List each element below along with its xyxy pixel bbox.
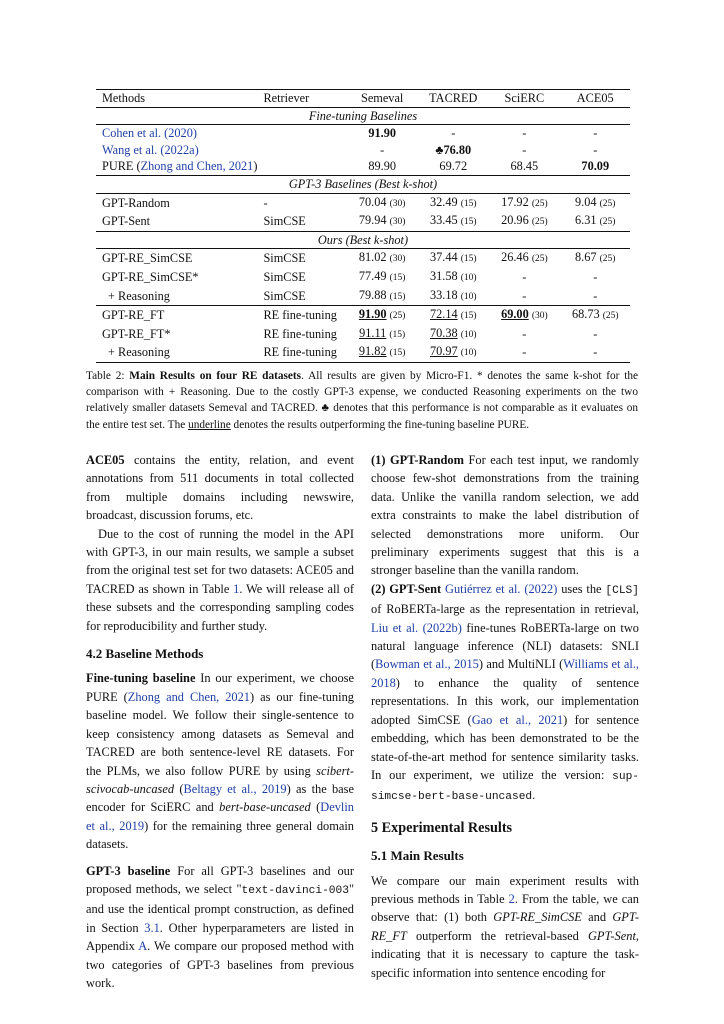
score-cell — [488, 325, 560, 344]
score-cell — [418, 212, 488, 231]
r2-text-e: ) to enhance the quality of sentence representations. In this work, our implementation adopted SimCSE ( — [371, 675, 639, 727]
score-value: - — [593, 326, 598, 341]
shot-count: (15) — [460, 217, 477, 228]
m-text-e: , indicating that it is necessary to capture the task-specific information into sentence encoding for — [371, 928, 639, 980]
score-cell — [346, 343, 418, 362]
method-citation-link[interactable]: Cohen et al. (2020) — [102, 126, 197, 141]
score-value: - — [593, 142, 598, 157]
score-value: - — [522, 288, 527, 303]
caption-underline-word: underline — [188, 418, 231, 431]
gpt-sent-paragraph — [371, 580, 639, 807]
simcse-model-name: sup-simcse-bert-base-uncased — [371, 770, 639, 804]
score-cell — [418, 125, 488, 142]
method-name: GPT-RE_FT — [102, 308, 165, 323]
ace05-text: contains the entity, relation, and event annotations from 511 documents in total collected from multiple domains including newswire, broadcast, discussion forums, etc. — [86, 453, 354, 523]
finetuning-paragraph — [86, 669, 354, 853]
section-3-1-link[interactable]: 3.1 — [144, 920, 160, 935]
score-value: 70.04 — [358, 194, 387, 209]
score-cell — [488, 193, 560, 212]
score-value: 69.00 — [501, 307, 529, 322]
score-cell — [346, 268, 418, 287]
score-cell — [418, 193, 488, 212]
score-value: 17.92 — [501, 194, 529, 209]
header-methods: Methods — [96, 90, 257, 108]
gpt3-baseline-paragraph — [86, 862, 354, 993]
score-value: 37.44 — [429, 250, 458, 265]
score-value: 70.97 — [429, 344, 458, 359]
cls-token: [CLS] — [605, 584, 639, 597]
score-cell — [561, 212, 630, 231]
section-row — [96, 175, 630, 193]
score-cell — [561, 325, 630, 344]
gao-link[interactable]: Gao et al., 2021 — [471, 712, 564, 727]
score-value: - — [593, 126, 598, 141]
r2-text-g: . — [532, 788, 536, 803]
section-row — [96, 107, 630, 125]
score-cell — [488, 125, 560, 142]
score-value: - — [522, 126, 527, 141]
table-caption — [86, 368, 638, 433]
table-row — [96, 343, 630, 362]
caption-label: Table 2: — [86, 370, 125, 382]
method-cell — [96, 249, 257, 268]
score-cell — [561, 268, 630, 287]
header-retriever: Retriever — [257, 90, 346, 108]
gpt-sent-name: GPT-Sent — [587, 928, 636, 943]
score-value: - — [593, 269, 598, 284]
score-value: 32.49 — [429, 194, 458, 209]
score-cell — [418, 142, 488, 159]
score-value: 91.11 — [359, 325, 387, 340]
score-value: - — [380, 142, 385, 157]
method-cell — [96, 325, 257, 344]
shot-count: (15) — [389, 329, 406, 340]
shot-count: (25) — [599, 217, 616, 228]
score-value: 81.02 — [358, 250, 387, 265]
shot-count: (25) — [602, 311, 619, 322]
header-tacred: TACRED — [418, 90, 488, 108]
score-cell — [346, 193, 418, 212]
score-value: 69.72 — [439, 159, 468, 174]
section-5-heading: 5 Experimental Results — [371, 819, 513, 836]
caption-text-1: . All results are given by Micro-F1. * denotes the same k-shot for the comparison with + Reasoning. Due to the costly GPT-3 expense, we conducted Reasoning experiments on the two relatively smaller datasets Semeval and TACRED. ♣ denotes that this performance is not comparable as it evaluates on the entire test set. The — [86, 370, 639, 431]
score-value: 77.49 — [358, 268, 387, 283]
score-cell — [561, 287, 630, 306]
method-cell — [96, 306, 257, 325]
ft-text-e: ( — [310, 800, 321, 815]
score-cell — [488, 212, 560, 231]
appendix-a-link[interactable]: A — [138, 939, 148, 954]
table-row — [96, 268, 630, 287]
score-cell — [488, 249, 560, 268]
score-value: - — [593, 345, 598, 360]
shot-count: (10) — [460, 329, 477, 340]
shot-count: (25) — [389, 311, 406, 322]
score-value: 79.94 — [358, 213, 387, 228]
shot-count: (15) — [460, 311, 477, 322]
score-cell — [418, 306, 488, 325]
score-value: - — [522, 142, 527, 157]
method-cell — [96, 125, 257, 142]
m-text-c: and — [581, 910, 613, 925]
score-cell — [346, 212, 418, 231]
section-row — [96, 231, 630, 249]
r2-text-c: fine-tunes RoBERTa-large on two natural language inference (NLI) datasets: SNLI ( — [371, 620, 640, 672]
shot-count: (25) — [531, 198, 548, 209]
retriever-cell — [257, 125, 346, 142]
retriever-cell: SimCSE — [263, 269, 306, 284]
shot-count: (15) — [460, 198, 477, 209]
score-value: 20.96 — [501, 213, 529, 228]
beltagy-link[interactable]: Beltagy et al., 2019 — [183, 781, 287, 796]
score-value: 91.90 — [358, 307, 387, 322]
score-value: 33.18 — [429, 287, 458, 302]
shot-count: (30) — [389, 198, 406, 209]
score-cell — [418, 268, 488, 287]
main-results-paragraph — [371, 872, 639, 982]
score-cell — [346, 287, 418, 306]
section-4-2-heading: 4.2 Baseline Methods — [86, 646, 204, 662]
m-text-a: We compare our main experiment results with previous methods in Table — [371, 873, 639, 906]
gpt-re-ft-name: GPT-RE_FT — [371, 910, 639, 943]
score-cell — [346, 325, 418, 344]
score-value: 91.90 — [368, 126, 396, 141]
shot-count: (15) — [389, 291, 406, 302]
r2-text-d: ) and MultiNLI ( — [478, 657, 564, 672]
table-2-link[interactable]: 2 — [508, 891, 515, 906]
liu-link[interactable]: Liu et al. (2022b) — [371, 620, 462, 635]
score-cell — [561, 306, 630, 325]
table-row — [96, 142, 630, 159]
results-table-wrap — [96, 89, 630, 363]
section-title: Ours (Best k-shot) — [96, 231, 630, 249]
score-value: - — [593, 288, 598, 303]
section-5-1-heading: 5.1 Main Results — [371, 848, 464, 864]
score-value: - — [522, 345, 527, 360]
header-semeval: Semeval — [346, 90, 418, 108]
gpt-re-simcse-name: GPT-RE_SimCSE — [493, 910, 582, 925]
g3-text-c: . Other hyperparameters are listed in Appendix — [86, 920, 354, 954]
method-cell — [96, 343, 257, 362]
score-value: 68.45 — [510, 159, 539, 174]
cost-text-a: Due to the cost of running the model in the API with GPT-3, in our main results, we sample a subset from the original test set for two datasets: ACE05 and TACRED as shown in Table — [86, 526, 354, 596]
score-value: ♣76.80 — [435, 142, 472, 157]
score-value: 8.67 — [575, 250, 597, 265]
retriever-cell: SimCSE — [263, 288, 306, 303]
gpt-random-head: (1) GPT-Random — [371, 453, 464, 467]
score-cell — [488, 306, 560, 325]
r2-text-b: of RoBERTa-large as the representation in retrieval, — [371, 602, 639, 617]
davinci-model-name: text-davinci-003 — [241, 884, 349, 897]
score-value: 33.45 — [429, 213, 458, 228]
left-column — [86, 451, 354, 992]
method-prefix: PURE ( — [102, 159, 141, 174]
table-row — [96, 125, 630, 142]
score-value: 70.38 — [429, 325, 458, 340]
table-row — [96, 287, 630, 306]
method-citation-link[interactable]: Wang et al. (2022a) — [102, 142, 199, 157]
table-row — [96, 193, 630, 212]
ft-text-d: ) as the base encoder for SciERC and — [86, 781, 354, 815]
score-value: 72.14 — [429, 307, 458, 322]
gpt-random-paragraph — [371, 451, 639, 580]
ft-text-c: ( — [174, 781, 184, 796]
shot-count: (10) — [460, 291, 477, 302]
devlin-link[interactable]: Devlin et al., 2019 — [86, 800, 354, 833]
header-scierc: SciERC — [488, 90, 560, 108]
score-cell — [346, 125, 418, 142]
score-cell — [488, 142, 560, 159]
williams-link[interactable]: Williams et al., 2018 — [371, 657, 639, 690]
ft-text-f: ) for the remaining three general domain datasets. — [86, 818, 354, 852]
score-value: 79.88 — [358, 287, 387, 302]
score-cell — [418, 287, 488, 306]
g3-text-b: " and use the identical prompt construction, as defined in Section — [86, 881, 354, 935]
method-name: GPT-RE_SimCSE* — [102, 269, 199, 284]
score-cell — [561, 249, 630, 268]
score-cell — [346, 306, 418, 325]
method-name: GPT-RE_FT* — [102, 326, 171, 341]
method-name: GPT-RE_SimCSE — [102, 251, 193, 266]
score-cell — [346, 142, 418, 159]
score-cell — [561, 193, 630, 212]
shot-count: (30) — [531, 311, 548, 322]
cost-text-b: . We will release all of these subsets and the corresponding sampling codes for reproducibility and further study. — [86, 581, 354, 633]
shot-count: (25) — [599, 254, 616, 265]
retriever-cell: SimCSE — [263, 214, 306, 229]
score-value: 68.73 — [571, 307, 600, 322]
retriever-cell: RE fine-tuning — [263, 326, 337, 341]
r2-text-f: ) for sentence embedding, which has been demonstrated to be the state-of-the-art method for sentence similarity tasks. In our experiment, we utilize the version: — [371, 712, 639, 782]
score-cell — [346, 249, 418, 268]
retriever-cell — [257, 158, 346, 175]
gutierrez-link[interactable]: Gutiérrez et al. (2022) — [445, 581, 558, 596]
score-value: 26.46 — [501, 250, 529, 265]
score-value: 6.31 — [575, 213, 597, 228]
method-name: GPT-Random — [102, 195, 170, 210]
method-citation-link[interactable]: Zhong and Chen, 2021 — [140, 159, 254, 174]
score-cell — [488, 343, 560, 362]
g3-text-d: . We compare our proposed method with two categories of GPT-3 baselines from previous work. — [86, 939, 355, 990]
ace05-head: ACE05 — [86, 453, 125, 467]
score-value: 31.58 — [429, 268, 458, 283]
g3-text-a: For all GPT-3 baselines and our proposed methods, we select " — [86, 863, 354, 896]
right-column — [371, 451, 639, 982]
score-value: - — [451, 126, 456, 141]
score-cell — [561, 158, 630, 175]
shot-count: (30) — [389, 217, 406, 228]
score-value: 70.09 — [581, 159, 610, 174]
table-body — [96, 107, 630, 362]
method-cell — [96, 142, 257, 159]
shot-count: (25) — [599, 198, 616, 209]
scibert-name: scibert-scivocab-uncased — [86, 763, 354, 796]
method-name: + Reasoning — [108, 345, 170, 360]
section-title: Fine-tuning Baselines — [96, 107, 630, 125]
bowman-link[interactable]: Bowman et al., 2015 — [375, 657, 479, 672]
r2-text-a: uses the — [557, 581, 606, 596]
shot-count: (10) — [460, 272, 477, 283]
shot-count: (30) — [389, 254, 406, 265]
method-name: + Reasoning — [108, 288, 170, 303]
table-row — [96, 249, 630, 268]
cost-paragraph — [86, 525, 354, 635]
score-cell — [561, 343, 630, 362]
caption-text-2: denotes the results outperforming the fine-tuning baseline PURE. — [230, 418, 530, 431]
shot-count: (15) — [389, 348, 406, 359]
score-cell — [346, 158, 418, 175]
ft-text-a: In our experiment, we choose PURE ( — [86, 671, 354, 704]
score-cell — [561, 142, 630, 159]
method-cell — [96, 268, 257, 287]
table-1-link[interactable]: 1 — [233, 581, 240, 596]
score-value: - — [522, 269, 527, 284]
score-cell — [418, 249, 488, 268]
method-cell — [96, 193, 257, 212]
table-row — [96, 158, 630, 175]
gpt-sent-head: (2) GPT-Sent — [371, 581, 442, 596]
m-text-d: outperform the retrieval-based — [406, 928, 588, 943]
table-header-row — [96, 90, 630, 108]
shot-count: (15) — [389, 272, 406, 283]
table-row — [96, 325, 630, 344]
finetuning-head: Fine-tuning baseline — [86, 671, 196, 686]
ft-text-b: ) as our fine-tuning baseline model. We follow their single-sentence to keep consistency among datasets as Semeval and TACRED are both sentence-level RE datasets. For the PLMs, we also follow PURE by using — [86, 689, 354, 778]
score-value: 9.04 — [575, 194, 597, 209]
m-text-b: . From the table, we can observe that: (1) both — [371, 891, 639, 925]
score-cell — [418, 158, 488, 175]
method-cell — [96, 158, 257, 175]
score-cell — [418, 343, 488, 362]
method-cell — [96, 287, 257, 306]
score-cell — [418, 325, 488, 344]
section-title: GPT-3 Baselines (Best k-shot) — [96, 175, 630, 193]
retriever-cell: RE fine-tuning — [257, 306, 346, 325]
score-cell — [488, 158, 560, 175]
table-row — [96, 306, 630, 325]
shot-count: (25) — [531, 254, 548, 265]
retriever-cell: - — [257, 193, 346, 212]
score-cell — [488, 268, 560, 287]
method-suffix: ) — [253, 159, 258, 174]
score-value: 91.82 — [358, 344, 387, 359]
retriever-cell: RE fine-tuning — [257, 343, 346, 362]
gpt-random-text: For each test input, we randomly choose few-shot demonstrations from the training data. Unlike the vanilla random selection, we add extra constraints to make the label distribution of selected demonstrations more uniform. Our preliminary experiments suggest that this is a stronger baseline than the vanilla random. — [371, 453, 640, 578]
bert-name: bert-base-uncased — [219, 800, 311, 815]
score-cell — [488, 287, 560, 306]
score-cell — [561, 125, 630, 142]
results-table — [96, 89, 630, 363]
score-value: - — [522, 326, 527, 341]
shot-count: (15) — [460, 254, 477, 265]
shot-count: (25) — [531, 217, 548, 228]
gpt3-head: GPT-3 baseline — [86, 863, 171, 878]
retriever-cell — [257, 142, 346, 159]
retriever-cell: SimCSE — [257, 249, 346, 268]
header-ace05: ACE05 — [561, 90, 630, 108]
table-row — [96, 212, 630, 231]
zhong-chen-link[interactable]: Zhong and Chen, 2021 — [127, 689, 250, 704]
ace05-paragraph — [86, 451, 354, 525]
score-value: 89.90 — [368, 159, 396, 174]
method-name: GPT-Sent — [102, 214, 151, 229]
shot-count: (10) — [460, 348, 477, 359]
method-cell — [96, 212, 257, 231]
caption-title: Main Results on four RE datasets — [129, 370, 302, 382]
